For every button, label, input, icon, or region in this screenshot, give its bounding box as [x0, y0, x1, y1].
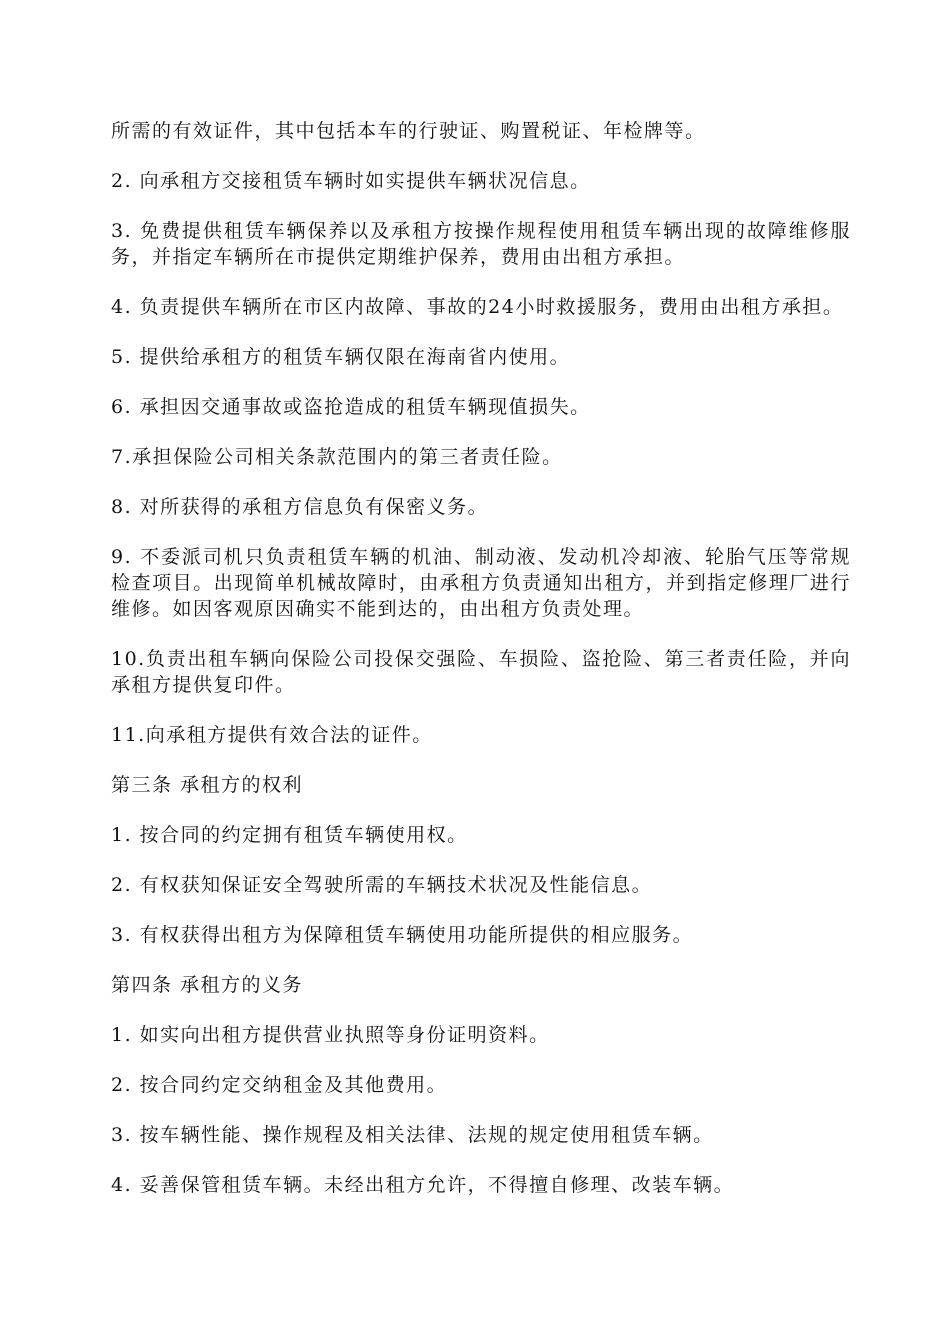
- lessor-duty-5: 5. 提供给承租方的租赁车辆仅限在海南省内使用。: [111, 346, 571, 368]
- lessor-duty-7: 7.承担保险公司相关条款范围内的第三者责任险。: [111, 446, 563, 468]
- lessee-right-2: 2. 有权获知保证安全驾驶所需的车辆技术状况及性能信息。: [111, 874, 653, 896]
- lessee-duty-3: 3. 按车辆性能、操作规程及相关法律、法规的规定使用租赁车辆。: [111, 1124, 714, 1146]
- lessor-duty-8: 8. 对所获得的承租方信息负有保密义务。: [111, 496, 489, 518]
- lessee-right-1: 1. 按合同的约定拥有租赁车辆使用权。: [111, 824, 468, 846]
- section-heading-article-3: 第三条 承租方的权利: [111, 774, 304, 796]
- lessee-duty-4: 4. 妥善保管租赁车辆。未经出租方允许，不得擅自修理、改装车辆。: [111, 1174, 735, 1196]
- lessee-right-3: 3. 有权获得出租方为保障租赁车辆使用功能所提供的相应服务。: [111, 924, 694, 946]
- document-body: [111, 118, 851, 1222]
- lessor-duty-9: 9. 不委派司机只负责租赁车辆的机油、制动液、发动机冷却液、轮胎气压等常规检查项目。出现简单机械故障时，由承租方负责通知出租方，并到指定修理厂进行维修。如因客观原因确实不能到达的，由出租方负责处理。: [111, 546, 851, 620]
- lessor-duty-4: 4. 负责提供车辆所在市区内故障、事故的24小时救援服务，费用由出租方承担。: [111, 296, 844, 318]
- lessor-duty-6: 6. 承担因交通事故或盗抢造成的租赁车辆现值损失。: [111, 396, 591, 418]
- lessor-duty-11: 11.向承租方提供有效合法的证件。: [111, 724, 433, 746]
- paragraph-continuation: 所需的有效证件，其中包括本车的行驶证、购置税证、年检牌等。: [111, 120, 706, 142]
- lessor-duty-2: 2. 向承租方交接租赁车辆时如实提供车辆状况信息。: [111, 170, 591, 192]
- lessor-duty-10: 10.负责出租车辆向保险公司投保交强险、车损险、盗抢险、第三者责任险，并向承租方提供复印件。: [111, 648, 851, 696]
- section-heading-article-4: 第四条 承租方的义务: [111, 974, 304, 996]
- lessee-duty-2: 2. 按合同约定交纳租金及其他费用。: [111, 1074, 448, 1096]
- lessor-duty-3: 3. 免费提供租赁车辆保养以及承租方按操作规程使用租赁车辆出现的故障维修服务，并指定车辆所在市提供定期维护保养，费用由出租方承担。: [111, 220, 851, 268]
- lessee-duty-1: 1. 如实向出租方提供营业执照等身份证明资料。: [111, 1024, 550, 1046]
